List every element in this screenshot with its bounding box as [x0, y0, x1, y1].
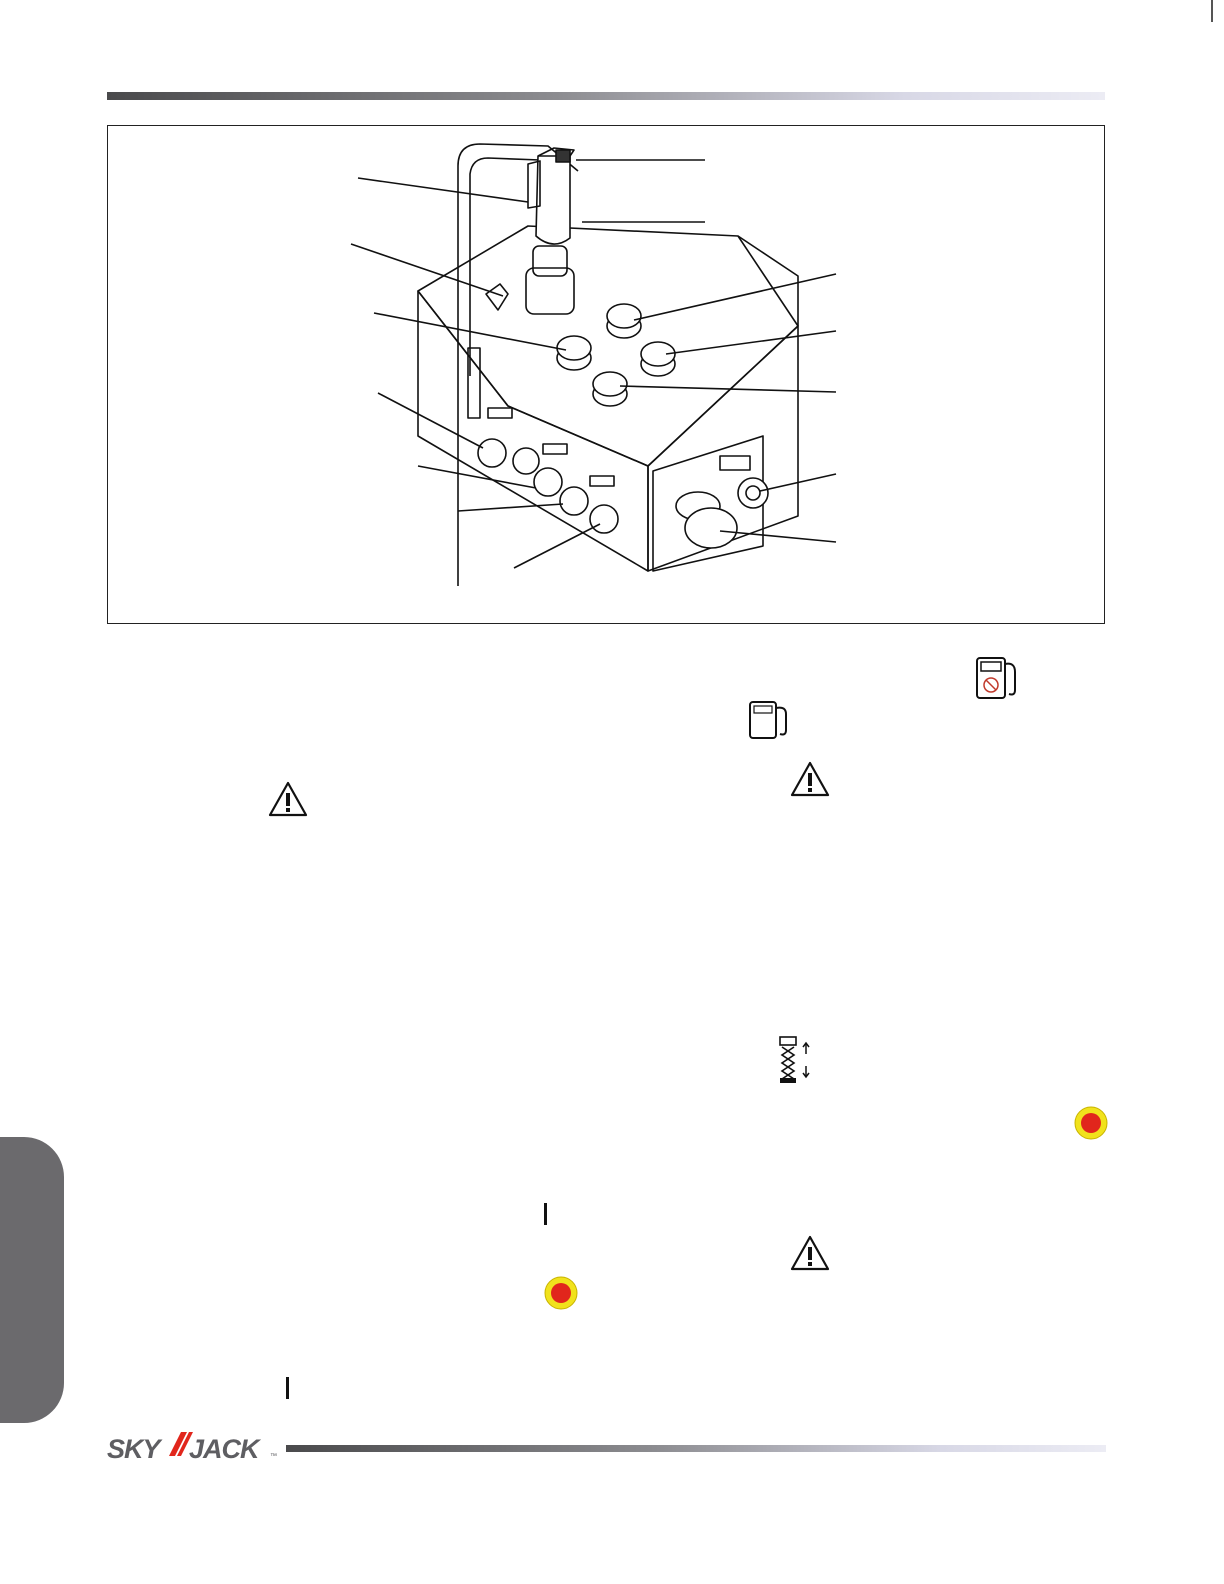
key-switch: [486, 284, 508, 310]
control-box-drawing: [108, 126, 1104, 623]
emergency-stop-button: [685, 508, 737, 548]
emergency-stop-icon: [1073, 1105, 1109, 1141]
on-position-mark-icon: [286, 1377, 289, 1399]
skyjack-logo: [107, 1426, 287, 1466]
lpg-fuel-pump-icon: [748, 700, 796, 740]
emergency-stop-icon: [543, 1275, 579, 1311]
logo-wordmark: SKY: [107, 1434, 160, 1464]
joystick-handle: [536, 156, 570, 244]
svg-text:JACK: JACK: [189, 1434, 259, 1464]
unleaded-fuel-pump-icon: [975, 656, 1025, 702]
svg-text:™: ™: [270, 1453, 277, 1460]
footer-rule: [286, 1445, 1106, 1452]
warning-triangle-icon: [789, 760, 831, 798]
control-box-figure: [107, 125, 1105, 624]
scissor-lift-up-down-icon: [776, 1034, 814, 1086]
header-rule: [107, 92, 1105, 100]
box-top: [418, 226, 798, 466]
warning-triangle-icon: [267, 780, 309, 818]
corner-crop-mark: [1211, 0, 1213, 22]
on-position-mark-icon: [544, 1203, 547, 1225]
warning-triangle-icon: [789, 1234, 831, 1272]
section-tab: [0, 1137, 64, 1423]
joystick-base: [526, 268, 574, 314]
